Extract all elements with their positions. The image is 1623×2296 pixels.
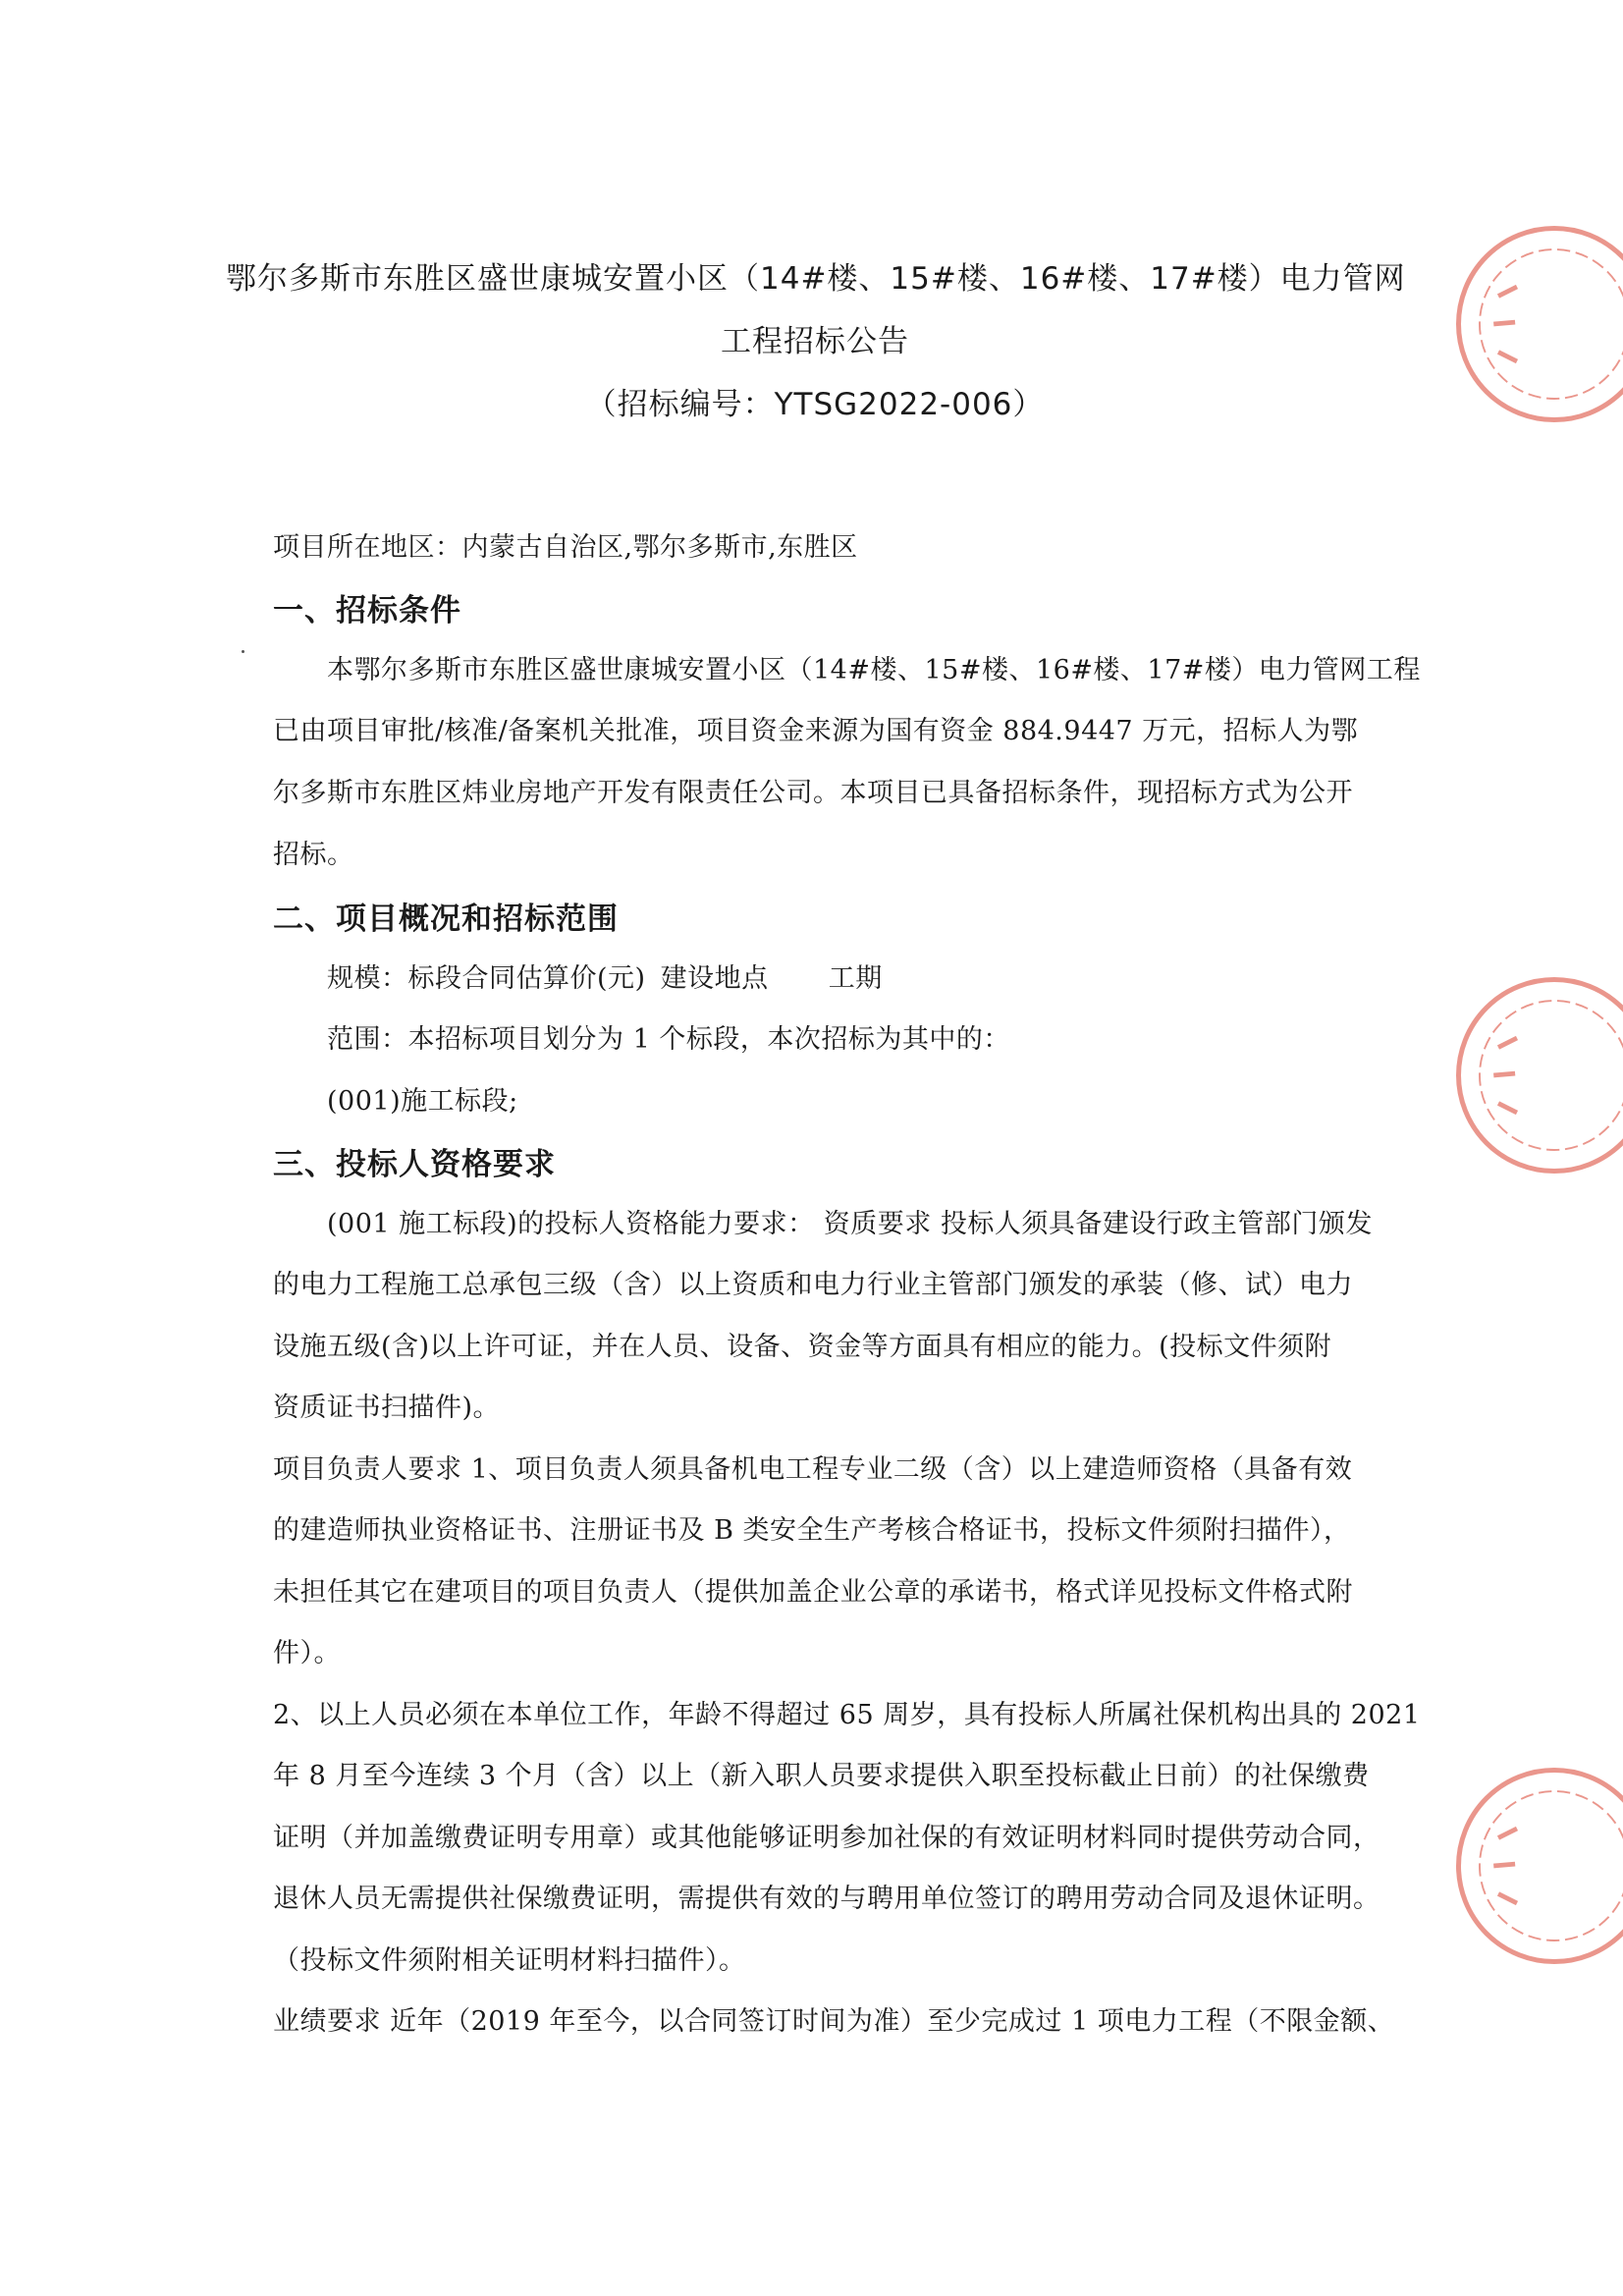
section-3-line: 的建造师执业资格证书、注册证书及 B 类安全生产考核合格证书，投标文件须附扫描件）， (273, 1515, 1351, 1546)
section-3-line: 设施五级(含)以上许可证，并在人员、设备、资金等方面具有相应的能力。(投标文件须附 (273, 1332, 1332, 1362)
section-2-heading: 二、项目概况和招标范围 (273, 902, 619, 937)
scale-row (327, 957, 883, 995)
section-3-line: 资质证书扫描件)。 (273, 1393, 501, 1423)
section-3-heading: 三、投标人资格要求 (273, 1147, 556, 1182)
scan-speck (242, 650, 244, 653)
red-seal-stamp (1456, 226, 1623, 422)
segment-line: (001)施工标段; (327, 1086, 518, 1117)
section-3-line: 2、以上人员必须在本单位工作，年龄不得超过 65 周岁，具有投标人所属社保机构出具的 2021 (273, 1700, 1421, 1730)
scale-col-duration: 工期 (828, 963, 883, 994)
red-seal-stamp (1456, 1768, 1623, 1964)
section-3-line: 证明（并加盖缴费证明专用章）或其他能够证明参加社保的有效证明材料同时提供劳动合同， (273, 1823, 1380, 1853)
section-3-line: 退休人员无需提供社保缴费证明，需提供有效的与聘用单位签订的聘用劳动合同及退休证明。 (273, 1884, 1380, 1914)
section-3-line: (001 施工标段)的投标人资格能力要求： 资质要求 投标人须具备建设行政主管部门颁发 (327, 1209, 1373, 1239)
scale-col-location: 建设地点 (660, 963, 769, 994)
red-seal-stamp (1456, 977, 1623, 1174)
section-3-line: 的电力工程施工总承包三级（含）以上资质和电力行业主管部门颁发的承装（修、试）电力 (273, 1270, 1353, 1300)
section-1-heading: 一、招标条件 (273, 593, 461, 629)
project-location: 项目所在地区：内蒙古自治区,鄂尔多斯市,东胜区 (273, 532, 858, 563)
tender-number: （招标编号：YTSG2022-006） (585, 387, 1045, 422)
section-3-line: 业绩要求 近年（2019 年至今，以合同签订时间为准）至少完成过 1 项电力工程（不限金额、 (273, 2006, 1395, 2037)
scale-label: 规模： (327, 963, 408, 994)
document-title-line-2: 工程招标公告 (721, 324, 909, 359)
section-3-line: 未担任其它在建项目的项目负责人（提供加盖企业公章的承诺书，格式详见投标文件格式附 (273, 1577, 1353, 1608)
section-3-line: 件）。 (273, 1638, 341, 1668)
section-3-line: 年 8 月至今连续 3 个月（含）以上（新入职人员要求提供入职至投标截止日前）的社保缴费 (273, 1761, 1370, 1791)
section-1-line: 招标。 (273, 840, 354, 870)
section-1-line: 已由项目审批/核准/备案机关批准，项目资金来源为国有资金 884.9447 万元，招标人为鄂 (273, 716, 1359, 746)
document-title-line-1: 鄂尔多斯市东胜区盛世康城安置小区（14#楼、15#楼、16#楼、17#楼）电力管网 (226, 261, 1406, 297)
section-3-line: （投标文件须附相关证明材料扫描件）。 (273, 1945, 746, 1976)
section-1-line: 本鄂尔多斯市东胜区盛世康城安置小区（14#楼、15#楼、16#楼、17#楼）电力管网工程 (327, 655, 1421, 685)
scope-line: 范围：本招标项目划分为 1 个标段，本次招标为其中的： (327, 1024, 1010, 1055)
scale-col-estimate: 标段合同估算价(元) (407, 963, 646, 994)
section-1-line: 尔多斯市东胜区炜业房地产开发有限责任公司。本项目已具备招标条件，现招标方式为公开 (273, 778, 1353, 808)
section-3-line: 项目负责人要求 1、项目负责人须具备机电工程专业二级（含）以上建造师资格（具备有效 (273, 1454, 1353, 1485)
